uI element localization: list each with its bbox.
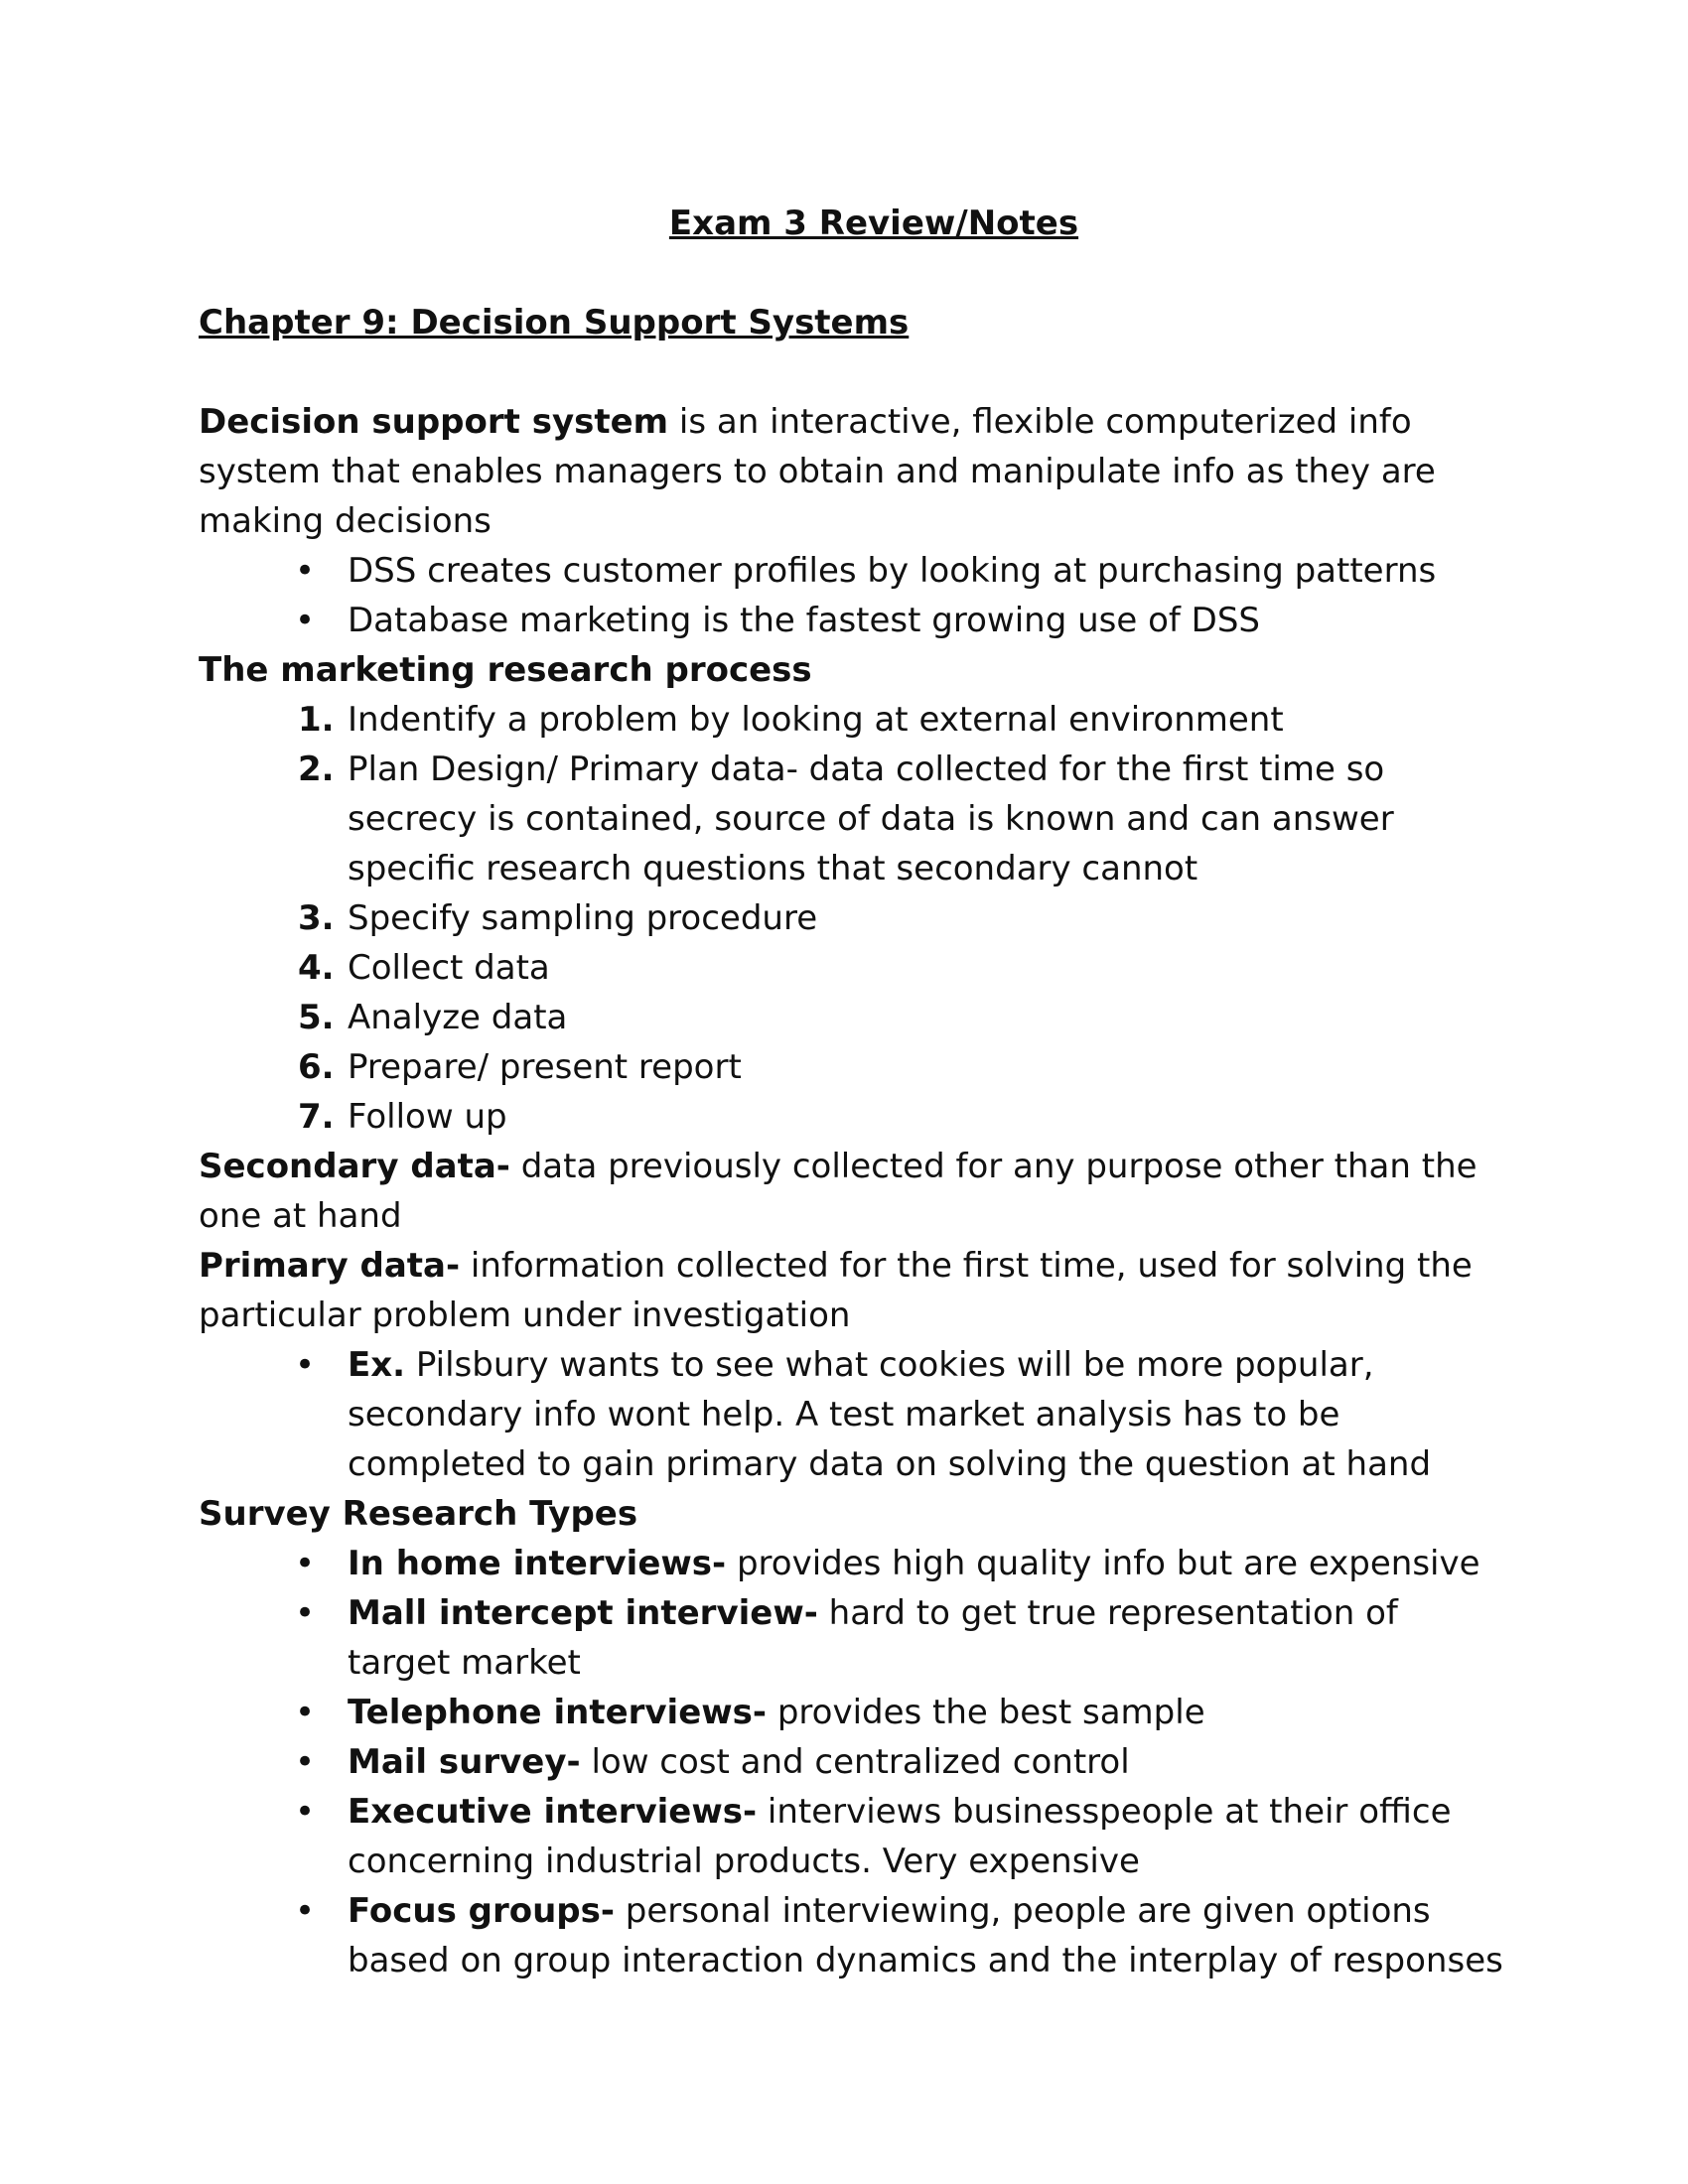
list-item xyxy=(199,1092,1509,1142)
example-text: Pilsbury wants to see what cookies will be more popular, secondary info wont help. A test market analysis has to be completed to gain primary data on solving the question at hand xyxy=(348,1345,1432,1484)
list-item-text: Specify sampling procedure xyxy=(348,898,818,938)
list-item xyxy=(199,1737,1509,1787)
dss-definition xyxy=(199,397,1509,546)
step-number: 6. xyxy=(298,1047,335,1087)
survey-type-text: interviews businesspeople at their office concerning industrial products. Very expensive xyxy=(348,1792,1452,1881)
secondary-data-definition xyxy=(199,1142,1509,1241)
primary-data-text: information collected for the first time, used for solving the particular problem under investigation xyxy=(199,1246,1473,1335)
bullet-icon: • xyxy=(295,601,316,640)
list-item-text: DSS creates customer profiles by looking at purchasing patterns xyxy=(348,551,1437,591)
list-item xyxy=(199,1539,1509,1588)
list-item xyxy=(199,1588,1509,1688)
list-item xyxy=(199,1886,1509,1985)
survey-type-text: hard to get true representation of target market xyxy=(348,1593,1398,1683)
dss-definition-text: is an interactive, flexible computerized info system that enables managers to obtain and manipulate info as they are making decisions xyxy=(199,402,1436,541)
dss-bullet-list xyxy=(199,546,1509,645)
primary-data-term: Primary data- xyxy=(199,1246,461,1286)
survey-type-term: Mail survey- xyxy=(348,1742,581,1782)
survey-type-term: Executive interviews- xyxy=(348,1792,758,1832)
step-number: 7. xyxy=(298,1097,335,1137)
list-item xyxy=(199,596,1509,645)
secondary-data-term: Secondary data- xyxy=(199,1147,510,1186)
document-title: Exam 3 Review/Notes xyxy=(668,204,1079,243)
step-number: 4. xyxy=(298,948,335,988)
research-process-heading xyxy=(199,645,1509,695)
step-number: 1. xyxy=(298,700,335,740)
list-item xyxy=(199,993,1509,1042)
survey-type-term: Mall intercept interview- xyxy=(348,1593,818,1633)
survey-type-text: low cost and centralized control xyxy=(580,1742,1130,1782)
list-item-text: Indentify a problem by looking at external environment xyxy=(348,700,1284,740)
research-process-heading-text: The marketing research process xyxy=(199,650,812,690)
list-item-text: Plan Design/ Primary data- data collected for the first time so secrecy is contained, source of data is known and can answer specific research questions that secondary cannot xyxy=(348,750,1394,888)
list-item xyxy=(199,893,1509,943)
list-item-text: Database marketing is the fastest growing use of DSS xyxy=(348,601,1260,640)
list-item xyxy=(199,1688,1509,1737)
bullet-icon: • xyxy=(295,1693,316,1732)
survey-types-list xyxy=(199,1539,1509,1985)
step-number: 5. xyxy=(298,998,335,1037)
bullet-icon: • xyxy=(295,1891,316,1931)
survey-type-text: personal interviewing, people are given options based on group interaction dynamics and the interplay of responses xyxy=(348,1891,1503,1980)
survey-type-term: Telephone interviews- xyxy=(348,1693,768,1732)
list-item-text: Collect data xyxy=(348,948,550,988)
survey-type-text: provides the best sample xyxy=(767,1693,1205,1732)
research-steps-list xyxy=(199,695,1509,1142)
survey-type-term: In home interviews- xyxy=(348,1544,727,1583)
survey-types-heading xyxy=(199,1489,1509,1539)
step-number: 3. xyxy=(298,898,335,938)
list-item-text: Analyze data xyxy=(348,998,568,1037)
bullet-icon: • xyxy=(295,551,316,591)
bullet-icon: • xyxy=(295,1742,316,1782)
bullet-icon: • xyxy=(295,1345,316,1385)
dss-term: Decision support system xyxy=(199,402,669,442)
list-item-text: Follow up xyxy=(348,1097,507,1137)
list-item xyxy=(199,1340,1509,1489)
primary-data-definition xyxy=(199,1241,1509,1340)
chapter-heading: Chapter 9: Decision Support Systems xyxy=(199,303,910,342)
page-content xyxy=(199,199,1509,1985)
list-item xyxy=(199,1042,1509,1092)
step-number: 2. xyxy=(298,750,335,789)
list-item xyxy=(199,695,1509,745)
bullet-icon: • xyxy=(295,1593,316,1633)
list-item xyxy=(199,1787,1509,1886)
list-item-text: Prepare/ present report xyxy=(348,1047,742,1087)
bullet-icon: • xyxy=(295,1792,316,1832)
bullet-icon: • xyxy=(295,1544,316,1583)
survey-type-term: Focus groups- xyxy=(348,1891,615,1931)
example-label: Ex. xyxy=(348,1345,406,1385)
list-item xyxy=(199,745,1509,893)
list-item xyxy=(199,943,1509,993)
survey-type-text: provides high quality info but are expensive xyxy=(726,1544,1480,1583)
primary-example-list xyxy=(199,1340,1509,1489)
secondary-data-text: data previously collected for any purpose other than the one at hand xyxy=(199,1147,1477,1236)
list-item xyxy=(199,546,1509,596)
survey-types-heading-text: Survey Research Types xyxy=(199,1494,638,1534)
